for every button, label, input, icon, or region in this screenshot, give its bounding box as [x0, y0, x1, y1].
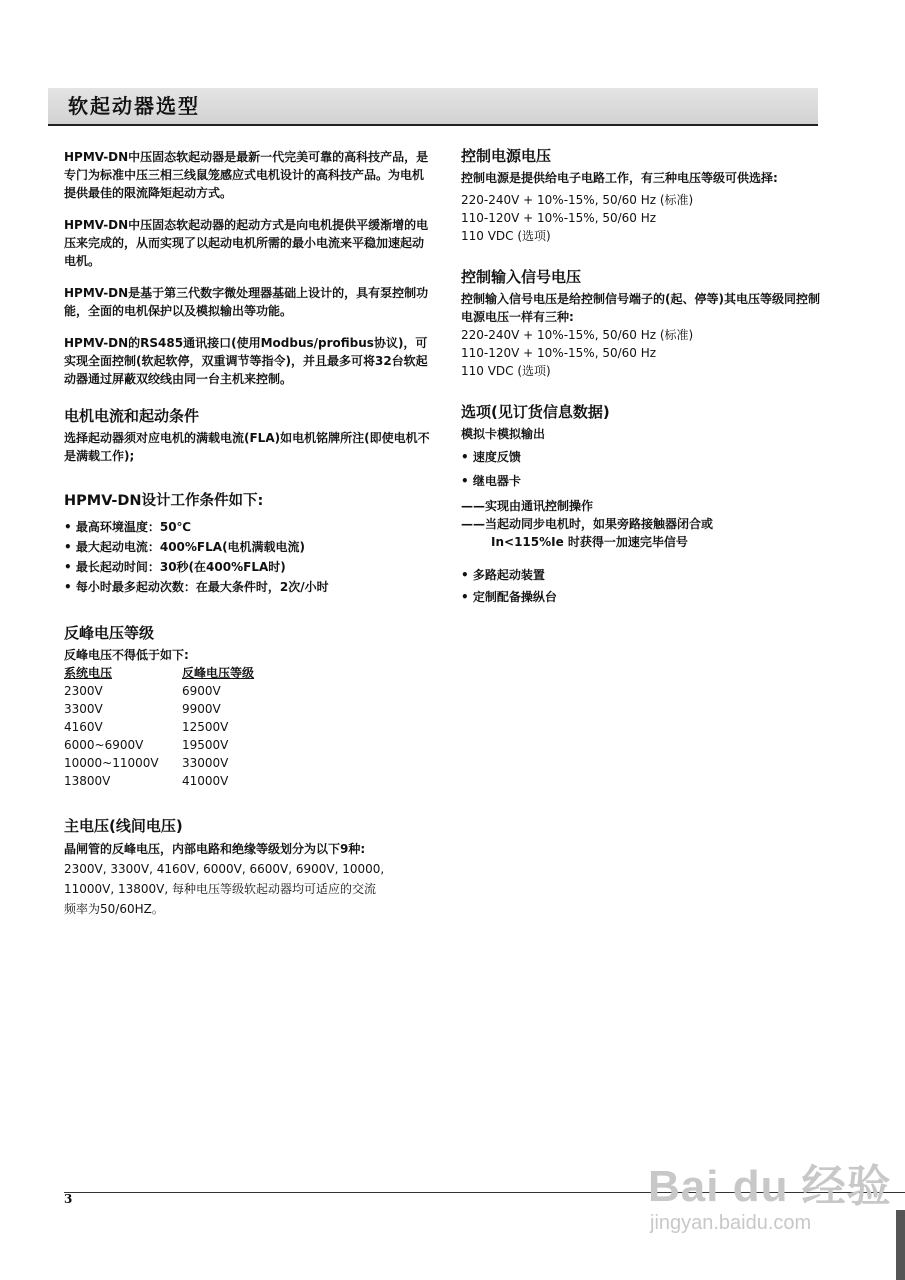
table-cell: 33000V: [182, 756, 229, 770]
options-heading: 选项(见订货信息数据): [461, 403, 610, 421]
left-column: [64, 148, 434, 919]
list-item: • 继电器卡: [461, 471, 831, 491]
main-voltage-line: 晶闸管的反峰电压，内部电路和绝缘等级划分为以下9种:: [64, 842, 366, 856]
intro-paragraph: HPMV-DN是基于第三代数字微处理器基础上设计的，具有泵控制功能，全面的电机保护以及模拟输出等功能。: [64, 286, 429, 318]
control-power-line: 220-240V + 10%-15%, 50/60 Hz (标准): [461, 193, 694, 207]
main-voltage-heading: 主电压(线间电压): [64, 817, 183, 835]
motor-current-heading: 电机电流和起动条件: [64, 407, 200, 425]
table-header: 反峰电压等级: [182, 666, 255, 680]
table-cell: 13800V: [64, 774, 111, 788]
watermark-url: jingyan.baidu.com: [650, 1212, 812, 1234]
right-column: [461, 146, 831, 607]
page-title: 软起动器选型: [68, 94, 200, 118]
control-input-line: 110 VDC (选项): [461, 364, 551, 378]
options-dash-line: In<115%Ie 时获得一加速完毕信号: [491, 535, 688, 549]
table-cell: 41000V: [182, 774, 229, 788]
intro-paragraph: HPMV-DN中压固态软起动器的起动方式是向电机提供平缓渐增的电压来完成的，从而实现了以起动电机所需的最小电流来平稳加速起动电机。: [64, 218, 429, 268]
edge-strip: [896, 1210, 905, 1280]
list-item: • 最大起动电流：400%FLA(电机满载电流): [64, 537, 434, 557]
control-power-heading: 控制电源电压: [461, 147, 552, 165]
list-item: • 最长起动时间：30秒(在400%FLA时): [64, 557, 434, 577]
list-item: • 定制配备操纵台: [461, 587, 831, 607]
main-voltage-line: 频率为50/60HZ。: [64, 902, 164, 916]
control-input-line: 220-240V + 10%-15%, 50/60 Hz (标准): [461, 328, 694, 342]
page-number: 3: [64, 1192, 73, 1206]
table-cell: 19500V: [182, 738, 229, 752]
options-subheading: 模拟卡模拟输出: [461, 427, 546, 441]
list-item: • 每小时最多起动次数：在最大条件时，2次/小时: [64, 577, 434, 597]
list-item: • 速度反馈: [461, 447, 831, 467]
intro-paragraph: HPMV-DN的RS485通讯接口(使用Modbus/profibus协议)，可实现全面控制(软起软停，双重调节等指令)，并且最多可将32台软起动器通过屏蔽双绞线由同一台主机来控制。: [64, 336, 428, 386]
control-input-heading: 控制输入信号电压: [461, 268, 582, 286]
table-header: 系统电压: [64, 666, 113, 680]
table-cell: 4160V: [64, 720, 103, 734]
intro-paragraph: HPMV-DN中压固态软起动器是最新一代完美可靠的高科技产品，是专门为标准中压三相三线鼠笼感应式电机设计的高科技产品。为电机提供最佳的限流降矩起动方式。: [64, 150, 429, 200]
list-item: • 最高环境温度：50℃: [64, 517, 434, 537]
control-power-line: 110 VDC (选项): [461, 229, 551, 243]
options-dash-line: ——实现由通讯控制操作: [461, 499, 594, 513]
design-conditions-list: [64, 517, 434, 597]
control-input-line: 110-120V + 10%-15%, 50/60 Hz: [461, 346, 657, 360]
table-cell: 9900V: [182, 702, 221, 716]
motor-current-text: 选择起动器须对应电机的满载电流(FLA)如电机铭牌所注(即使电机不是满载工作);: [64, 431, 430, 463]
table-cell: 10000~11000V: [64, 756, 159, 770]
peak-voltage-intro: 反峰电压不得低于如下:: [64, 648, 189, 662]
table-cell: 6000~6900V: [64, 738, 144, 752]
control-power-line: 110-120V + 10%-15%, 50/60 Hz: [461, 211, 657, 225]
main-voltage-line: 2300V, 3300V, 4160V, 6000V, 6600V, 6900V, 10000,: [64, 862, 385, 876]
main-voltage-line: 11000V, 13800V, 每种电压等级软起动器均可适应的交流: [64, 882, 377, 896]
peak-voltage-heading: 反峰电压等级: [64, 624, 155, 642]
watermark-logo: Bai du 经验: [648, 1162, 892, 1211]
peak-voltage-table: [64, 664, 434, 790]
table-cell: 12500V: [182, 720, 229, 734]
control-input-desc: 控制输入信号电压是给控制信号端子的(起、停等)其电压等级同控制电源电压一样有三种:: [461, 292, 820, 324]
table-cell: 2300V: [64, 684, 103, 698]
options-dash-line: ——当起动同步电机时，如果旁路接触器闭合或: [461, 517, 714, 531]
list-item: • 多路起动装置: [461, 565, 831, 585]
table-cell: 6900V: [182, 684, 221, 698]
table-cell: 3300V: [64, 702, 103, 716]
design-conditions-heading: HPMV-DN设计工作条件如下:: [64, 493, 264, 509]
control-power-desc: 控制电源是提供给电子电路工作，有三种电压等级可供选择:: [461, 171, 778, 185]
